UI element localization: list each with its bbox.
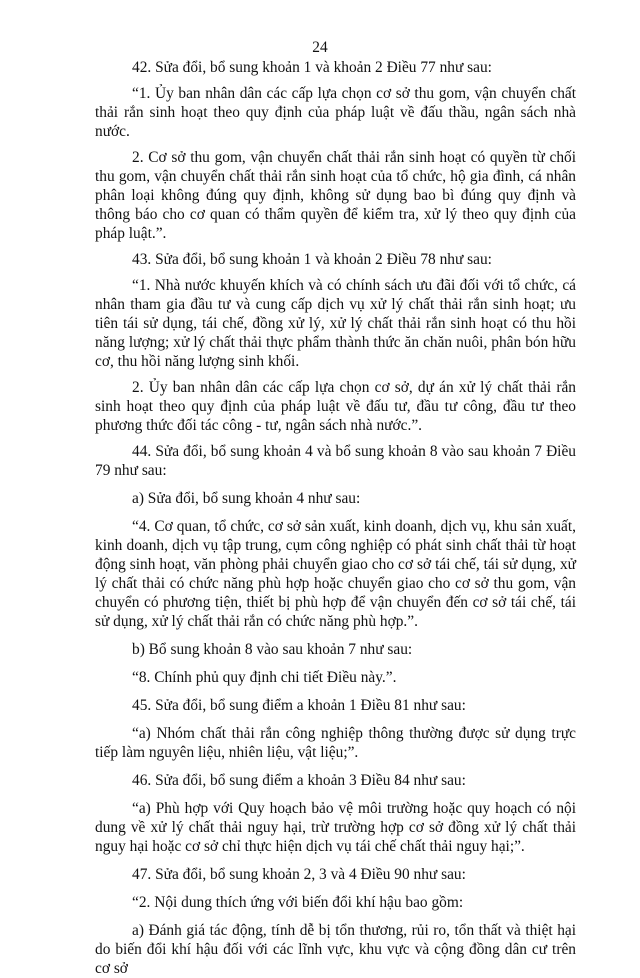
paragraph: “a) Nhóm chất thải rắn công nghiệp thông thường được sử dụng trực tiếp làm nguyên liệu, nhiên liệu, vật liệu;”. [95, 725, 576, 761]
paragraph: a) Đánh giá tác động, tính dễ bị tổn thương, rủi ro, tổn thất và thiệt hại do biến đổi khí hậu đối với các lĩnh vực, khu vực và cộng đồng dân cư trên cơ sở [95, 922, 576, 977]
paragraph: “1. Ủy ban nhân dân các cấp lựa chọn cơ sở thu gom, vận chuyển chất thải rắn sinh hoạt theo quy định của pháp luật về đấu thầu, ngân sách nhà nước. [95, 85, 576, 140]
paragraph: 45. Sửa đổi, bổ sung điểm a khoản 1 Điều 81 như sau: [132, 697, 466, 714]
paragraph: 43. Sửa đổi, bổ sung khoản 1 và khoản 2 Điều 78 như sau: [132, 251, 492, 268]
paragraph: a) Sửa đổi, bổ sung khoản 4 như sau: [132, 490, 361, 507]
paragraph: 2. Ủy ban nhân dân các cấp lựa chọn cơ sở, dự án xử lý chất thải rắn sinh hoạt theo quy định của pháp luật về đấu tư, đầu tư công, đầu tư theo phương thức đối tác công - tư, ngân sách nhà nước.”. [95, 379, 576, 434]
document-body [95, 58, 576, 978]
paragraph: 46. Sửa đổi, bổ sung điểm a khoản 3 Điều 84 như sau: [132, 772, 466, 789]
paragraph: “8. Chính phủ quy định chi tiết Điều này.”. [132, 669, 397, 686]
paragraph: 44. Sửa đổi, bổ sung khoản 4 và bổ sung khoản 8 vào sau khoản 7 Điều 79 như sau: [95, 443, 576, 479]
paragraph: b) Bổ sung khoản 8 vào sau khoản 7 như sau: [132, 641, 413, 658]
paragraph: 47. Sửa đổi, bổ sung khoản 2, 3 và 4 Điều 90 như sau: [132, 866, 466, 883]
paragraph: 2. Cơ sở thu gom, vận chuyển chất thải rắn sinh hoạt có quyền từ chối thu gom, vận chuyển chất thải rắn sinh hoạt của tổ chức, hộ gia đình, cá nhân phân loại không đúng quy định, không sử dụng bao bì đúng quy định và thông báo cho cơ quan có thẩm quyền để kiểm tra, xử lý theo quy định của pháp luật.”. [95, 149, 576, 242]
paragraph: “a) Phù hợp với Quy hoạch bảo vệ môi trường hoặc quy hoạch có nội dung về xử lý chất thải nguy hại, trừ trường hợp cơ sở đồng xử lý chất thải nguy hại hoặc cơ sở chỉ thực hiện dịch vụ tái chế chất thải nguy hại;”. [95, 800, 576, 855]
paragraph: 42. Sửa đổi, bổ sung khoản 1 và khoản 2 Điều 77 như sau: [132, 59, 492, 76]
paragraph: “2. Nội dung thích ứng với biến đổi khí hậu bao gồm: [132, 894, 464, 911]
page-number: 24 [312, 39, 328, 56]
paragraph: “1. Nhà nước khuyến khích và có chính sách ưu đãi đối với tổ chức, cá nhân tham gia đầu tư và cung cấp dịch vụ xử lý chất thải rắn sinh hoạt; ưu tiên tái sử dụng, tái chế, đồng xử lý, xử lý chất thải rắn sinh hoạt có thu hồi năng lượng; xử lý chất thải thực phẩm thành thức ăn chăn nuôi, phân bón hữu cơ, thu hồi năng lượng sinh khối. [95, 277, 576, 370]
paragraph: “4. Cơ quan, tổ chức, cơ sở sản xuất, kinh doanh, dịch vụ, khu sản xuất, kinh doanh, dịch vụ tập trung, cụm công nghiệp có phát sinh chất thải từ hoạt động sinh hoạt, văn phòng phải chuyển giao cho cơ sở tái chế, tái sử dụng, xử lý chất thải có chức năng phù hợp hoặc chuyển giao cho cơ sở thu gom, vận chuyển có phương tiện, thiết bị phù hợp để vận chuyển đến cơ sở tái chế, tái sử dụng, xử lý chất thải rắn có chức năng phù hợp.”. [95, 518, 576, 630]
